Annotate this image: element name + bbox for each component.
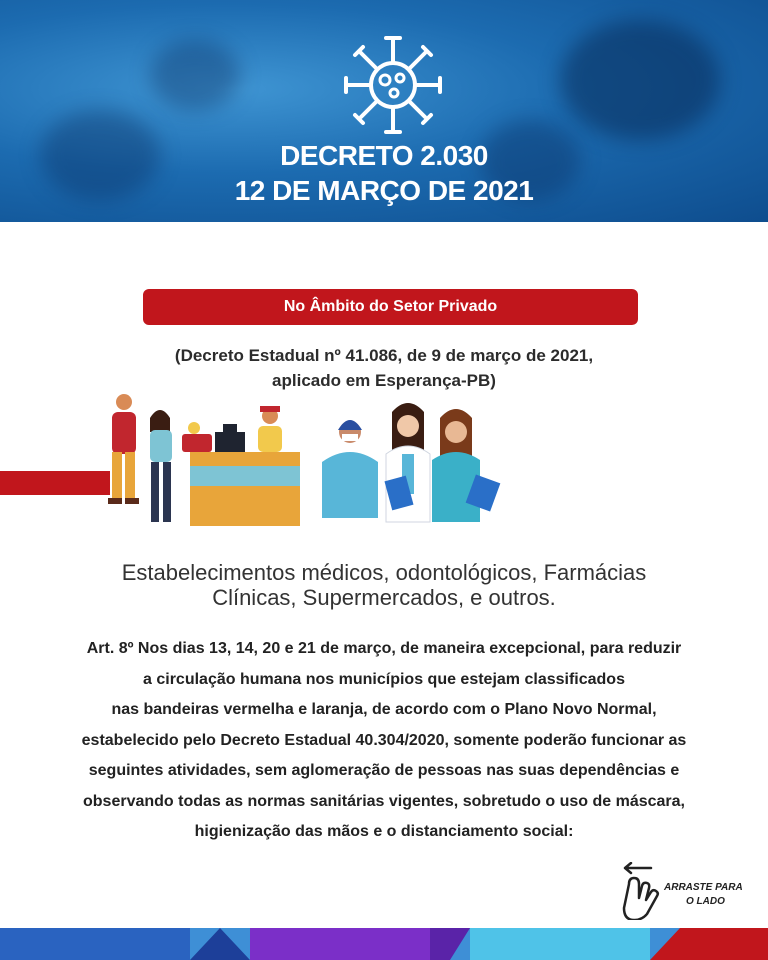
header-title-line1: DECRETO 2.030	[280, 140, 488, 171]
cashier-figure	[258, 406, 282, 452]
swipe-label-line2: O LADO	[686, 896, 725, 907]
article-line: higienização das mãos e o distanciamento social:	[194, 823, 574, 840]
article-line: observando todas as normas sanitárias vigentes, sobretudo o uso de máscara,	[83, 792, 685, 810]
health-worker-masked-figure	[322, 420, 378, 518]
header-banner	[0, 0, 768, 222]
article-line: nas bandeiras vermelha e laranja, de acordo com o Plano Novo Normal,	[111, 701, 657, 718]
doctor-figure	[384, 403, 430, 522]
virus-icon	[338, 28, 448, 138]
checkout-counter	[182, 422, 300, 526]
swipe-label-line1: ARRASTE PARA	[664, 882, 743, 893]
article-line: estabelecido pelo Decreto Estadual 40.304/2020, somente poderão funcionar as	[81, 731, 687, 749]
background-blur	[560, 20, 720, 140]
decree-reference-line1: (Decreto Estadual nº 41.086, de 9 de março de 2021,	[174, 346, 594, 365]
article-line: seguintes atividades, sem aglomeração de pessoas nas suas dependências e	[88, 762, 680, 779]
illustration-commerce-health	[90, 390, 520, 530]
footer-stripe	[0, 928, 768, 960]
establishments-line2: Clínicas, Supermercados, e outros.	[212, 585, 556, 610]
background-blur	[150, 40, 240, 110]
decree-reference-line2: aplicado em Esperança-PB)	[272, 371, 496, 390]
nurse-figure	[432, 409, 500, 522]
shopper-man-figure	[108, 394, 139, 504]
article-line: Art. 8º Nos dias 13, 14, 20 e 21 de março, de maneira excepcional, para reduzir	[86, 640, 682, 657]
shopper-woman-figure	[150, 410, 172, 522]
article-text	[20, 634, 748, 848]
header-title-line2: 12 DE MARÇO DE 2021	[234, 175, 534, 206]
establishments-line1: Estabelecimentos médicos, odontológicos, Farmácias	[121, 560, 647, 585]
article-line: a circulação humana nos municípios que estejam classificados	[143, 670, 625, 688]
section-pill: No Âmbito do Setor Privado	[143, 289, 638, 325]
